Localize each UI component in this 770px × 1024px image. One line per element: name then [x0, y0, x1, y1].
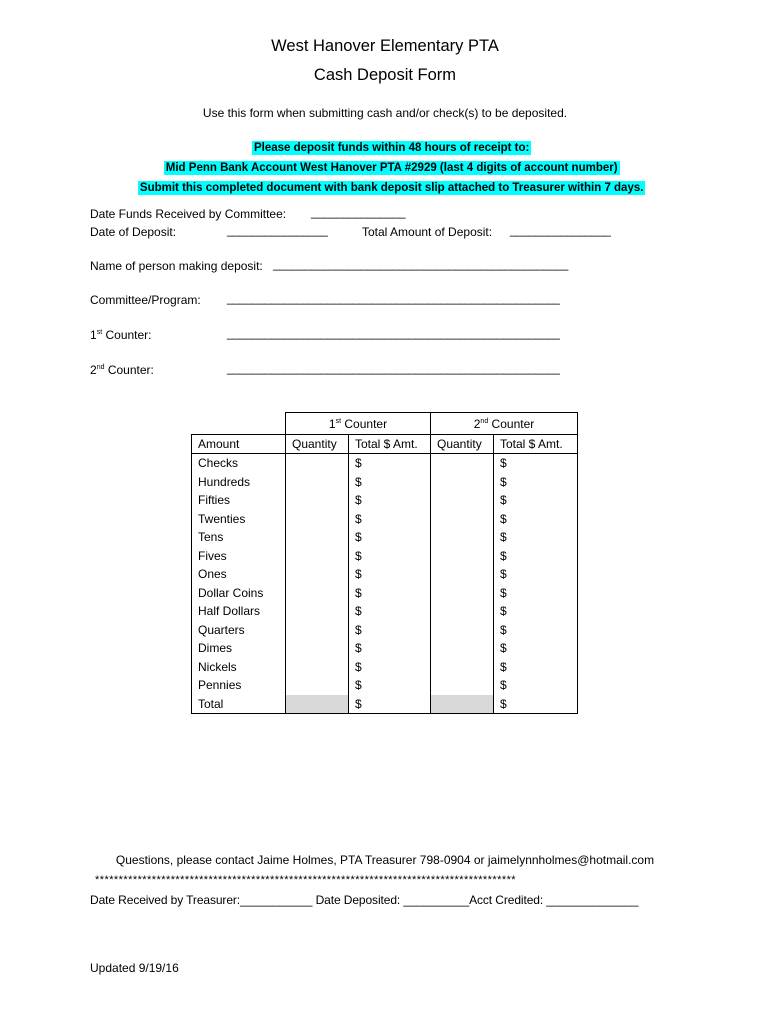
grand-total-cell-1[interactable]: $ [349, 695, 431, 714]
quantity-cell-1[interactable] [286, 565, 349, 584]
group1-sup: st [335, 418, 342, 425]
counter2-label-rest: Counter: [104, 363, 154, 377]
quantity-cell-1[interactable] [286, 639, 349, 658]
total-amount-cell-2[interactable]: $ [494, 491, 578, 510]
date-of-deposit-label: Date of Deposit: [90, 225, 177, 239]
row-label: Quarters [192, 621, 286, 640]
table-row [192, 676, 578, 695]
table-row [192, 473, 578, 492]
total-amount-cell-2[interactable]: $ [494, 510, 578, 529]
total-amount-cell-2[interactable]: $ [494, 473, 578, 492]
total-amount-field[interactable]: ________________ [510, 223, 611, 237]
total-amount-cell-1[interactable]: $ [349, 602, 431, 621]
total-amount-cell-2[interactable]: $ [494, 528, 578, 547]
total-amount-cell-1[interactable]: $ [349, 454, 431, 473]
quantity-cell-1[interactable] [286, 473, 349, 492]
updated-date: Updated 9/19/16 [90, 961, 179, 975]
total-amount-cell-1[interactable]: $ [349, 528, 431, 547]
total-amount-cell-1[interactable]: $ [349, 565, 431, 584]
quantity-cell-2[interactable] [431, 676, 494, 695]
total-amount-cell-1[interactable]: $ [349, 473, 431, 492]
quantity-cell-2[interactable] [431, 454, 494, 473]
committee-label: Committee/Program: [90, 293, 201, 307]
row-label: Fifties [192, 491, 286, 510]
counter1-label-sup: st [96, 329, 103, 336]
total-amount-cell-1[interactable]: $ [349, 547, 431, 566]
person-label: Name of person making deposit: [90, 259, 263, 273]
column-header-total-2: Total $ Amt. [494, 434, 578, 454]
counter1-label [90, 328, 152, 342]
table-group-header-row [192, 413, 578, 435]
quantity-cell-1[interactable] [286, 547, 349, 566]
quantity-cell-1[interactable] [286, 602, 349, 621]
group2-sup: nd [480, 418, 489, 425]
table-column-header-row [192, 434, 578, 454]
total-amount-cell-1[interactable]: $ [349, 621, 431, 640]
quantity-cell-2[interactable] [431, 602, 494, 621]
quantity-cell-1[interactable] [286, 621, 349, 640]
group-header-counter1 [286, 413, 431, 435]
total-amount-cell-2[interactable]: $ [494, 639, 578, 658]
separator-line: ***************************************************************************************** [95, 874, 517, 886]
counter1-label-num: 1 [90, 328, 97, 342]
quantity-cell-2[interactable] [431, 473, 494, 492]
total-amount-cell-1[interactable]: $ [349, 676, 431, 695]
table-row [192, 658, 578, 677]
quantity-cell-2[interactable] [431, 491, 494, 510]
row-label: Dimes [192, 639, 286, 658]
intro-text: Use this form when submitting cash and/or check(s) to be deposited. [202, 106, 568, 120]
row-label: Pennies [192, 676, 286, 695]
row-label: Dollar Coins [192, 584, 286, 603]
table-row [192, 510, 578, 529]
highlight-line-2: Mid Penn Bank Account West Hanover PTA #2929 (last 4 digits of account number) [165, 162, 618, 174]
quantity-cell-2[interactable] [431, 658, 494, 677]
table-row [192, 602, 578, 621]
contact-text: Questions, please contact Jaime Holmes, PTA Treasurer 798-0904 or jaimelynnholmes@hotmail.com [115, 853, 655, 867]
counter2-label-num: 2 [90, 363, 97, 377]
grand-total-cell-2[interactable]: $ [494, 695, 578, 714]
quantity-cell-2[interactable] [431, 639, 494, 658]
person-field[interactable]: _______________________________________________ [273, 257, 568, 271]
counter2-field[interactable]: _____________________________________________________ [227, 361, 560, 375]
group1-num: 1 [328, 417, 336, 431]
form-title-line2: Cash Deposit Form [313, 66, 457, 84]
highlight-line-1: Please deposit funds within 48 hours of receipt to: [253, 142, 530, 154]
row-label: Hundreds [192, 473, 286, 492]
cash-count-table [191, 412, 578, 714]
counter1-label-rest: Counter: [102, 328, 152, 342]
group2-num: 2 [473, 417, 481, 431]
treasurer-line[interactable]: Date Received by Treasurer:___________ Date Deposited: __________Acct Credited: ______________ [90, 893, 639, 907]
form-title-line1: West Hanover Elementary PTA [271, 37, 499, 55]
quantity-cell-2[interactable] [431, 547, 494, 566]
table-row [192, 454, 578, 473]
row-label: Ones [192, 565, 286, 584]
quantity-cell-1[interactable] [286, 491, 349, 510]
counter2-label-sup: nd [96, 364, 105, 371]
total-amount-cell-2[interactable]: $ [494, 621, 578, 640]
row-label: Nickels [192, 658, 286, 677]
column-header-total-1: Total $ Amt. [349, 434, 431, 454]
total-amount-cell-1[interactable]: $ [349, 658, 431, 677]
total-amount-cell-2[interactable]: $ [494, 584, 578, 603]
total-amount-cell-2[interactable]: $ [494, 547, 578, 566]
column-header-quantity-2: Quantity [431, 434, 494, 454]
highlight-line-3: Submit this completed document with bank deposit slip attached to Treasurer within 7 days. [139, 182, 644, 194]
total-label: Total [192, 695, 286, 714]
date-of-deposit-field[interactable]: ________________ [227, 223, 328, 237]
table-row [192, 584, 578, 603]
table-row [192, 491, 578, 510]
quantity-cell-1[interactable] [286, 454, 349, 473]
row-label: Fives [192, 547, 286, 566]
quantity-cell-1[interactable] [286, 528, 349, 547]
highlight-line-3-wrap [0, 166, 770, 208]
quantity-cell-1[interactable] [286, 510, 349, 529]
table-row [192, 528, 578, 547]
total-amount-cell-1[interactable]: $ [349, 639, 431, 658]
column-header-quantity-1: Quantity [286, 434, 349, 454]
total-amount-cell-1[interactable]: $ [349, 584, 431, 603]
column-header-amount: Amount [192, 434, 286, 454]
table-row [192, 547, 578, 566]
total-amount-cell-2[interactable]: $ [494, 602, 578, 621]
quantity-cell-2[interactable] [431, 510, 494, 529]
quantity-total-cell-1 [286, 695, 349, 714]
table-row [192, 565, 578, 584]
quantity-cell-1[interactable] [286, 584, 349, 603]
row-label: Twenties [192, 510, 286, 529]
group-header-counter2 [431, 413, 578, 435]
counter2-label [90, 363, 154, 377]
total-amount-cell-2[interactable]: $ [494, 676, 578, 695]
total-row [192, 695, 578, 714]
total-amount-cell-2[interactable]: $ [494, 565, 578, 584]
total-amount-cell-2[interactable]: $ [494, 658, 578, 677]
date-received-label: Date Funds Received by Committee: [90, 207, 287, 221]
total-amount-cell-1[interactable]: $ [349, 510, 431, 529]
quantity-cell-2[interactable] [431, 584, 494, 603]
committee-field[interactable]: _____________________________________________________ [227, 291, 560, 305]
date-received-field[interactable]: _______________ [311, 205, 406, 219]
group1-rest: Counter [341, 417, 388, 431]
row-label: Tens [192, 528, 286, 547]
table-row [192, 621, 578, 640]
row-label: Checks [192, 454, 286, 473]
blank-corner [192, 413, 286, 435]
total-amount-cell-2[interactable]: $ [494, 454, 578, 473]
row-label: Half Dollars [192, 602, 286, 621]
quantity-cell-1[interactable] [286, 676, 349, 695]
group2-rest: Counter [488, 417, 535, 431]
quantity-cell-2[interactable] [431, 565, 494, 584]
table-row [192, 639, 578, 658]
quantity-cell-1[interactable] [286, 658, 349, 677]
quantity-total-cell-2 [431, 695, 494, 714]
total-amount-label: Total Amount of Deposit: [362, 225, 493, 239]
total-amount-cell-1[interactable]: $ [349, 491, 431, 510]
quantity-cell-2[interactable] [431, 528, 494, 547]
quantity-cell-2[interactable] [431, 621, 494, 640]
counter1-field[interactable]: _____________________________________________________ [227, 326, 560, 340]
